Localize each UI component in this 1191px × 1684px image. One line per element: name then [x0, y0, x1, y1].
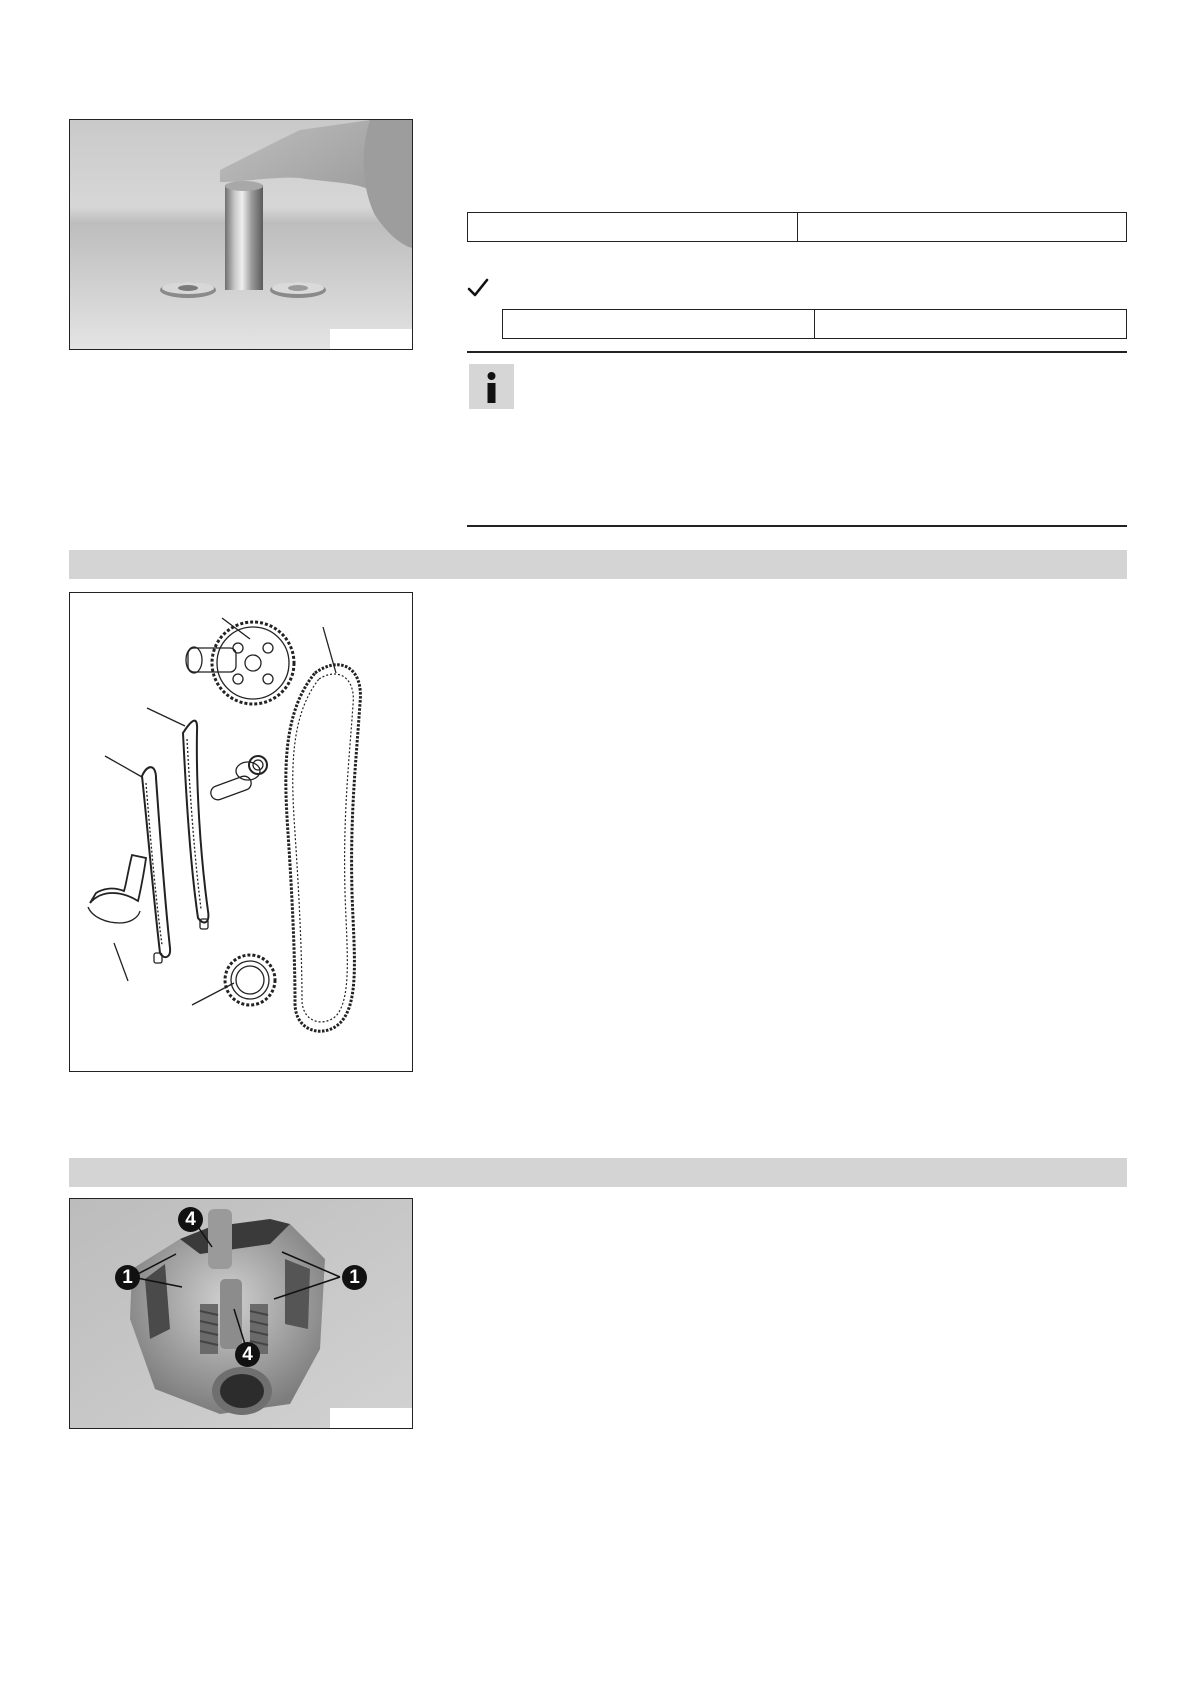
piston-pin-photo	[70, 120, 412, 349]
check-mark-icon	[467, 278, 489, 298]
info-block-top-rule	[467, 351, 1127, 353]
section-header-bar-1	[69, 550, 1127, 579]
spec-table-2-value-cell	[814, 310, 1126, 338]
figure-cylinder-head-photo	[69, 1198, 413, 1429]
callout-1-left: 1	[115, 1265, 140, 1290]
spec-table-1	[467, 212, 1127, 242]
spec-table-1-label-cell	[468, 213, 797, 241]
callout-4-top: 4	[178, 1207, 203, 1232]
spec-table-2	[502, 309, 1127, 339]
callout-1-right: 1	[342, 1265, 367, 1290]
spec-table-2-label-cell	[503, 310, 814, 338]
timing-chain-line-drawing	[70, 593, 412, 1071]
figure-piston-pin-photo	[69, 119, 413, 350]
info-icon	[469, 364, 514, 409]
section-header-bar-2	[69, 1158, 1127, 1187]
spec-table-1-value-cell	[797, 213, 1127, 241]
callout-4-bottom: 4	[235, 1342, 260, 1367]
figure-timing-chain-diagram	[69, 592, 413, 1072]
info-block-bottom-rule	[467, 525, 1127, 527]
figure-id-label	[330, 329, 412, 349]
figure-id-label	[330, 1408, 412, 1428]
cylinder-head-photo	[70, 1199, 412, 1428]
